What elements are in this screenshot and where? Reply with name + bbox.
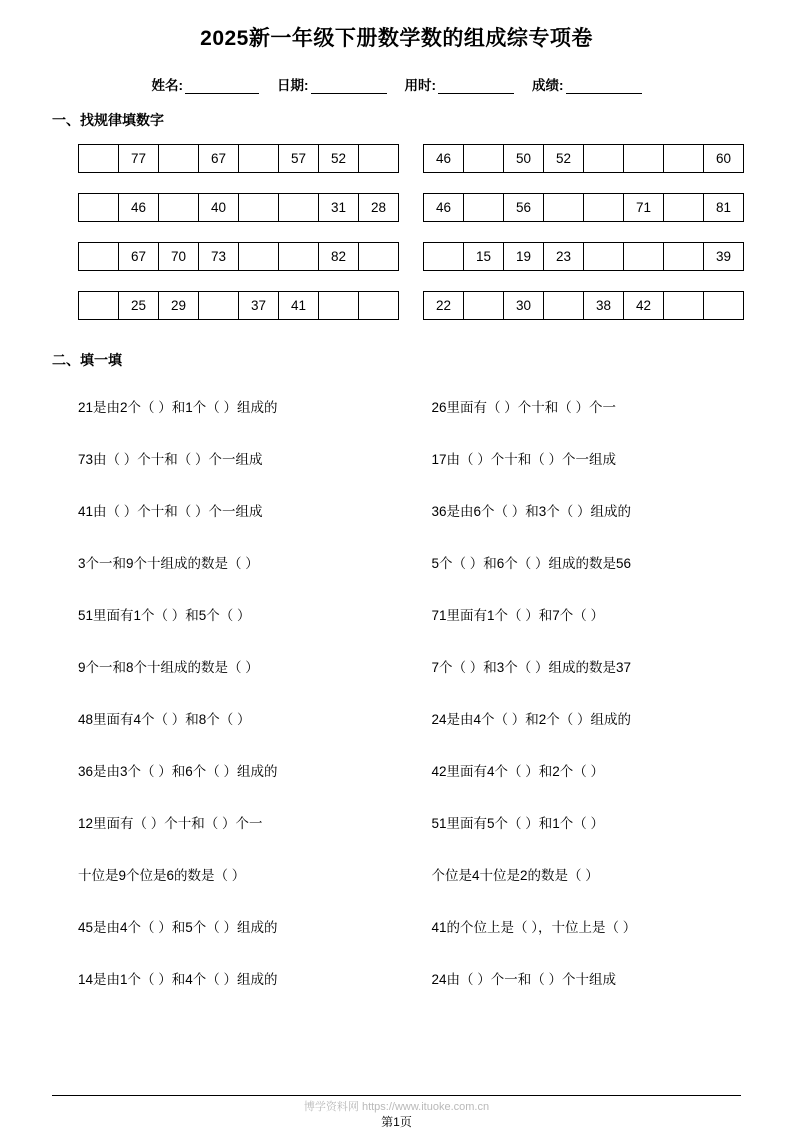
sequence-cell[interactable]: 46 [424,194,464,222]
sequence-cell[interactable]: 22 [424,292,464,320]
sequence-cell[interactable]: 41 [279,292,319,320]
fill-in-item[interactable]: 42里面有4个（ ）和2个（ ） [431,764,605,779]
sequence-cell[interactable] [359,243,399,271]
sequence-cell[interactable] [279,243,319,271]
sequence-table-left [78,193,399,222]
fill-in-item[interactable]: 24由（ ）个一和（ ）个十组成 [431,972,617,987]
sequence-cell[interactable] [664,194,704,222]
sequence-grids [0,144,793,320]
sequence-cell[interactable]: 30 [504,292,544,320]
sequence-cell[interactable]: 15 [464,243,504,271]
sequence-cell[interactable] [79,243,119,271]
sequence-cell[interactable] [584,243,624,271]
sequence-cell[interactable]: 31 [319,194,359,222]
score-field[interactable] [532,74,642,94]
page-title: 2025新一年级下册数学数的组成综专项卷 [200,27,593,50]
sequence-cell[interactable]: 67 [119,243,159,271]
sequence-cell[interactable] [584,145,624,173]
sequence-cell[interactable]: 40 [199,194,239,222]
sequence-cell[interactable] [544,194,584,222]
fill-in-item[interactable]: 36是由6个（ ）和3个（ ）组成的 [431,504,632,519]
sequence-cell[interactable]: 56 [504,194,544,222]
sequence-cell[interactable] [79,292,119,320]
sequence-cell[interactable]: 50 [504,145,544,173]
fill-in-item[interactable]: 71里面有1个（ ）和7个（ ） [431,608,605,623]
sequence-cell[interactable] [239,243,279,271]
fill-in-item[interactable]: 51里面有5个（ ）和1个（ ） [431,816,605,831]
fill-in-row [78,590,749,642]
sequence-cell[interactable]: 82 [319,243,359,271]
sequence-cell[interactable] [704,292,744,320]
fill-in-row [78,694,749,746]
fill-in-item[interactable]: 7个（ ）和3个（ ）组成的数是37 [431,660,632,675]
sequence-cell[interactable] [79,145,119,173]
sequence-cell[interactable]: 29 [159,292,199,320]
sequence-cell[interactable] [464,194,504,222]
sequence-cell[interactable]: 38 [584,292,624,320]
sequence-cell[interactable] [664,292,704,320]
sequence-cell[interactable]: 52 [319,145,359,173]
worksheet-page [0,22,793,1144]
name-label: 姓名: [151,78,183,93]
fill-in-list [0,382,793,1006]
fill-in-item[interactable]: 9个一和8个十组成的数是（ ） [78,660,259,675]
sequence-table-right [423,242,744,271]
fill-in-row [78,902,749,954]
sequence-cell[interactable] [279,194,319,222]
sequence-table-left [78,291,399,320]
sequence-cell[interactable] [664,243,704,271]
sequence-cell[interactable] [79,194,119,222]
sequence-cell[interactable] [464,292,504,320]
sequence-cell[interactable] [424,243,464,271]
fill-in-row [78,954,749,1006]
sequence-cell[interactable] [239,145,279,173]
sequence-table-right [423,291,744,320]
time-blank[interactable] [438,80,514,94]
sequence-row [78,193,745,222]
sequence-cell[interactable]: 67 [199,145,239,173]
score-label: 成绩: [532,78,564,93]
date-field[interactable] [277,74,387,94]
sequence-cell[interactable]: 37 [239,292,279,320]
fill-in-item[interactable]: 51里面有1个（ ）和5个（ ） [78,608,251,623]
section-heading-1: 一、找规律填数字 [52,112,164,128]
sequence-table-right [423,193,744,222]
fill-in-row [78,434,749,486]
fill-in-row [78,798,749,850]
sequence-table-left [78,242,399,271]
sequence-cell[interactable]: 39 [704,243,744,271]
sequence-table-left [78,144,399,173]
sequence-row [78,291,745,320]
sequence-cell[interactable] [544,292,584,320]
section-heading-2: 二、填一填 [52,352,122,368]
sequence-cell[interactable] [239,194,279,222]
fill-in-item[interactable]: 5个（ ）和6个（ ）组成的数是56 [431,556,632,571]
fill-in-item[interactable]: 24是由4个（ ）和2个（ ）组成的 [431,712,632,727]
fill-in-item[interactable]: 14是由1个（ ）和4个（ ）组成的 [78,972,278,987]
date-label: 日期: [277,78,309,93]
sequence-cell[interactable] [359,292,399,320]
date-blank[interactable] [311,80,387,94]
sequence-cell[interactable]: 46 [424,145,464,173]
sequence-cell[interactable]: 28 [359,194,399,222]
sequence-cell[interactable] [199,292,239,320]
grid-gap [399,242,423,271]
fill-in-item[interactable]: 个位是4十位是2的数是（ ） [431,868,599,883]
score-blank[interactable] [566,80,642,94]
fill-in-item[interactable]: 21是由2个（ ）和1个（ ）组成的 [78,400,278,415]
fill-in-item[interactable]: 36是由3个（ ）和6个（ ）组成的 [78,764,278,779]
time-field[interactable] [405,74,515,94]
fill-in-item[interactable]: 12里面有（ ）个十和（ ）个一 [78,816,263,831]
fill-in-row [78,382,749,434]
sequence-cell[interactable]: 77 [119,145,159,173]
fill-in-row [78,746,749,798]
sequence-cell[interactable] [319,292,359,320]
fill-in-item[interactable]: 41由（ ）个十和（ ）个一组成 [78,504,263,519]
sequence-cell[interactable]: 81 [704,194,744,222]
grid-gap [399,291,423,320]
fill-in-row [78,850,749,902]
sequence-row [78,242,745,271]
sequence-cell[interactable]: 73 [199,243,239,271]
fill-in-row [78,486,749,538]
sequence-cell[interactable]: 23 [544,243,584,271]
sequence-cell[interactable] [159,145,199,173]
sequence-cell[interactable] [624,243,664,271]
sequence-cell[interactable]: 42 [624,292,664,320]
fill-in-row [78,642,749,694]
fill-in-item[interactable]: 41的个位上是（ ），十位上是（ ） [431,920,637,935]
time-label: 用时: [404,78,436,93]
fill-in-item[interactable]: 48里面有4个（ ）和8个（ ） [78,712,251,727]
fill-in-item[interactable]: 45是由4个（ ）和5个（ ）组成的 [78,920,278,935]
name-field[interactable] [152,74,260,94]
fill-in-item[interactable]: 26里面有（ ）个十和（ ）个一 [431,400,617,415]
sequence-cell[interactable]: 71 [624,194,664,222]
fill-in-item[interactable]: 17由（ ）个十和（ ）个一组成 [431,452,617,467]
sequence-table-right [423,144,744,173]
sequence-cell[interactable]: 70 [159,243,199,271]
sequence-cell[interactable]: 52 [544,145,584,173]
sequence-cell[interactable]: 19 [504,243,544,271]
sequence-cell[interactable]: 57 [279,145,319,173]
sequence-cell[interactable]: 46 [119,194,159,222]
sequence-cell[interactable]: 25 [119,292,159,320]
sequence-cell[interactable] [624,145,664,173]
sequence-cell[interactable] [359,145,399,173]
sequence-cell[interactable]: 60 [704,145,744,173]
fill-in-item[interactable]: 3个一和9个十组成的数是（ ） [78,556,259,571]
fill-in-row [78,538,749,590]
page-number: 第1页 [381,1115,412,1129]
meta-row [0,74,793,94]
sequence-cell[interactable] [664,145,704,173]
grid-gap [399,193,423,222]
fill-in-item[interactable]: 十位是9个位是6的数是（ ） [78,868,246,883]
sequence-cell[interactable] [584,194,624,222]
sequence-cell[interactable] [159,194,199,222]
name-blank[interactable] [185,80,259,94]
fill-in-item[interactable]: 73由（ ）个十和（ ）个一组成 [78,452,263,467]
footer-divider [52,1095,741,1096]
watermark-text: 博学资料网 https://www.ituoke.com.cn [303,1101,490,1113]
sequence-cell[interactable] [464,145,504,173]
sequence-row [78,144,745,173]
grid-gap [399,144,423,173]
